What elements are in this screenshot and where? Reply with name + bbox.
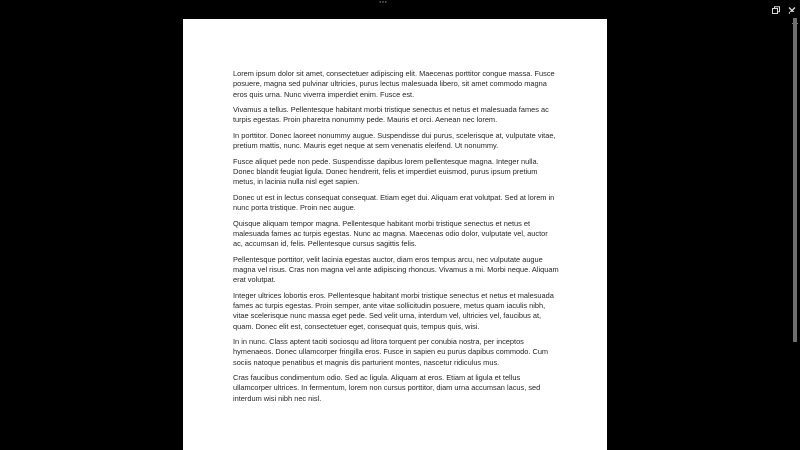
paragraph: Quisque aliquam tempor magna. Pellentesque habitant morbi tristique senectus et netus et malesuada fames ac turpis egestas. Nunc ac magna. Maecenas odio dolor, vulputate vel, auctor ac, accumsan id, felis. Pellentesque cursus sagittis felis. — [233, 218, 548, 249]
paragraph: Vivamus a tellus. Pellentesque habitant morbi tristique senectus et netus et malesuada fames ac turpis egestas. Proin pharetra nonummy pede. Mauris et orci. Aenean nec lorem. — [233, 105, 549, 125]
paragraph: Donec ut est in lectus consequat consequat. Etiam eget dui. Aliquam erat volutpat. Sed at lorem in nunc porta tristique. Proin nec augue. — [233, 192, 555, 213]
paragraph: In porttitor. Donec laoreet nonummy augue. Suspendisse dui purus, scelerisque at, vulputate vitae, pretium mattis, nunc. Mauris eget neque at sem venenatis eleifend. Ut nonummy. — [233, 130, 556, 151]
paragraph: Fusce aliquet pede non pede. Suspendisse dapibus lorem pellentesque magna. Integer nulla. Donec blandit feugiat ligula. Donec hendrerit, felis et imperdiet euismod, purus ipsum pretium metus, in lacinia nulla nisl eget sapien. — [233, 156, 539, 187]
document-page — [183, 19, 607, 450]
paragraph: Pellentesque porttitor, velit lacinia egestas auctor, diam eros tempus arcu, nec vulputate augue magna vel risus. Cras non magna vel ante adipiscing rhoncus. Vivamus a mi. Morbi neque. Aliquam erat volutpat. — [233, 254, 559, 285]
paragraph: Integer ultrices lobortis eros. Pellentesque habitant morbi tristique senectus et netus et malesuada fames ac turpis egestas. Proin semper, ante vitae sollicitudin posuere, metus quam iaculis nibh, vitae scelerisque nunc massa eget pede. Sed velit urna, interdum vel, ultricies vel, faucibus at, quam. Donec elit est, consectetuer eget, consequat quis, tempus quis, wisi. — [233, 290, 554, 331]
title-bar-menu[interactable]: ··· — [378, 0, 388, 8]
scroll-up-button[interactable] — [791, 10, 799, 16]
paragraph: Cras faucibus condimentum odio. Sed ac ligula. Aliquam at eros. Etiam at ligula et tellus ullamcorper ultrices. In fermentum, lorem non cursus porttitor, diam urna accumsan lacus, sed interdum wisi nibh nec nisl. — [233, 373, 541, 403]
paragraph: Lorem ipsum dolor sit amet, consectetuer adipiscing elit. Maecenas porttitor congue massa. Fusce posuere, magna sed pulvinar ultricies, purus lectus malesuada libero, sit amet commodo magna eros quis urna. Nunc viverra imperdiet enim. Fusce est. — [233, 69, 555, 99]
scrollbar-thumb[interactable] — [793, 18, 797, 342]
restore-icon — [770, 6, 782, 16]
scroll-down-button[interactable] — [791, 441, 799, 447]
paragraph: In in nunc. Class aptent taciti sociosqu ad litora torquent per conubia nostra, per inceptos hymenaeos. Donec ullamcorper fringilla eros. Fusce in sapien eu purus dapibus commodo. Cum sociis natoque penatibus et magnis dis parturient montes, nascetur ridiculus mus. — [233, 337, 549, 367]
restore-button[interactable] — [770, 1, 782, 11]
document-body — [233, 69, 559, 409]
